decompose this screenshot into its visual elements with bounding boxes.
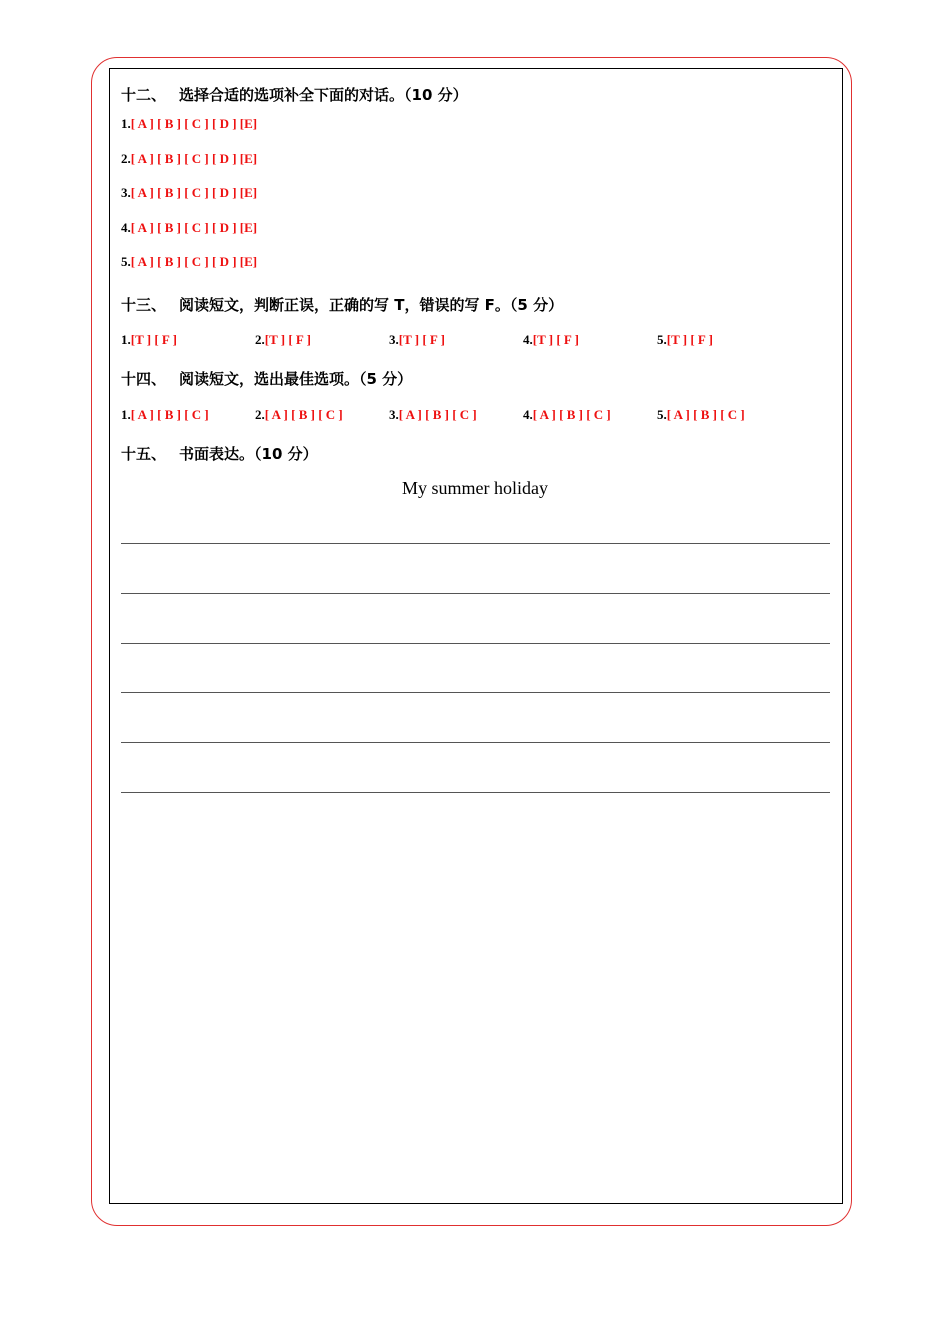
writing-line-2[interactable]: [121, 593, 830, 594]
s13-item-2[interactable]: [255, 332, 311, 348]
s12-answer-row-5[interactable]: [121, 254, 257, 270]
s12-answer-row-1[interactable]: [121, 116, 257, 132]
question-number: 3.: [389, 332, 399, 347]
answer-options[interactable]: [ A ] [ B ] [ C ] [ D ] [E]: [130, 185, 258, 200]
answer-options[interactable]: [T ] [ F ]: [666, 332, 713, 347]
section-12-number: 十二、: [121, 86, 167, 104]
s13-item-5[interactable]: [657, 332, 713, 348]
section-15-number: 十五、: [121, 445, 167, 463]
answer-options[interactable]: [T ] [ F ]: [130, 332, 177, 347]
section-15-title: 书面表达。（10 分）: [179, 445, 318, 463]
essay-title: My summer holiday: [402, 478, 548, 498]
answer-options[interactable]: [ A ] [ B ] [ C ]: [532, 407, 611, 422]
answer-options[interactable]: [ A ] [ B ] [ C ]: [666, 407, 745, 422]
s13-item-4[interactable]: [523, 332, 579, 348]
question-number: 1.: [121, 332, 131, 347]
answer-options[interactable]: [ A ] [ B ] [ C ] [ D ] [E]: [130, 116, 258, 131]
question-number: 3.: [389, 407, 399, 422]
section-13-heading: [121, 294, 563, 315]
s12-answer-row-2[interactable]: [121, 151, 257, 167]
section-14-title: 阅读短文，选出最佳选项。（5 分）: [179, 370, 413, 388]
question-number: 1.: [121, 407, 131, 422]
question-number: 3.: [121, 185, 131, 200]
writing-line-5[interactable]: [121, 742, 830, 743]
question-number: 4.: [523, 332, 533, 347]
s13-item-1[interactable]: [121, 332, 177, 348]
section-12-heading: [121, 84, 468, 105]
writing-line-3[interactable]: [121, 643, 830, 644]
s12-answer-row-4[interactable]: [121, 220, 257, 236]
s14-item-1[interactable]: [121, 407, 209, 423]
answer-options[interactable]: [T ] [ F ]: [532, 332, 579, 347]
s14-item-3[interactable]: [389, 407, 477, 423]
answer-options[interactable]: [ A ] [ B ] [ C ]: [130, 407, 209, 422]
answer-options[interactable]: [ A ] [ B ] [ C ]: [264, 407, 343, 422]
question-number: 4.: [523, 407, 533, 422]
s13-item-3[interactable]: [389, 332, 445, 348]
answer-options[interactable]: [ A ] [ B ] [ C ] [ D ] [E]: [130, 220, 258, 235]
s12-answer-row-3[interactable]: [121, 185, 257, 201]
question-number: 2.: [121, 151, 131, 166]
section-13-number: 十三、: [121, 296, 167, 314]
section-14-number: 十四、: [121, 370, 167, 388]
question-number: 2.: [255, 407, 265, 422]
question-number: 1.: [121, 116, 131, 131]
inner-black-frame: [109, 68, 843, 1204]
writing-line-4[interactable]: [121, 692, 830, 693]
section-15-heading: [121, 443, 318, 464]
question-number: 5.: [657, 407, 667, 422]
s14-item-4[interactable]: [523, 407, 611, 423]
writing-line-1[interactable]: [121, 543, 830, 544]
answer-options[interactable]: [T ] [ F ]: [264, 332, 311, 347]
question-number: 5.: [657, 332, 667, 347]
s14-item-2[interactable]: [255, 407, 343, 423]
question-number: 2.: [255, 332, 265, 347]
s14-item-5[interactable]: [657, 407, 745, 423]
answer-options[interactable]: [ A ] [ B ] [ C ] [ D ] [E]: [130, 254, 258, 269]
section-14-heading: [121, 368, 412, 389]
answer-options[interactable]: [T ] [ F ]: [398, 332, 445, 347]
answer-options[interactable]: [ A ] [ B ] [ C ]: [398, 407, 477, 422]
question-number: 4.: [121, 220, 131, 235]
answer-options[interactable]: [ A ] [ B ] [ C ] [ D ] [E]: [130, 151, 258, 166]
writing-line-6[interactable]: [121, 792, 830, 793]
section-13-title: 阅读短文，判断正误，正确的写 T，错误的写 F。（5 分）: [179, 296, 564, 314]
section-12-title: 选择合适的选项补全下面的对话。（10 分）: [179, 86, 468, 104]
question-number: 5.: [121, 254, 131, 269]
